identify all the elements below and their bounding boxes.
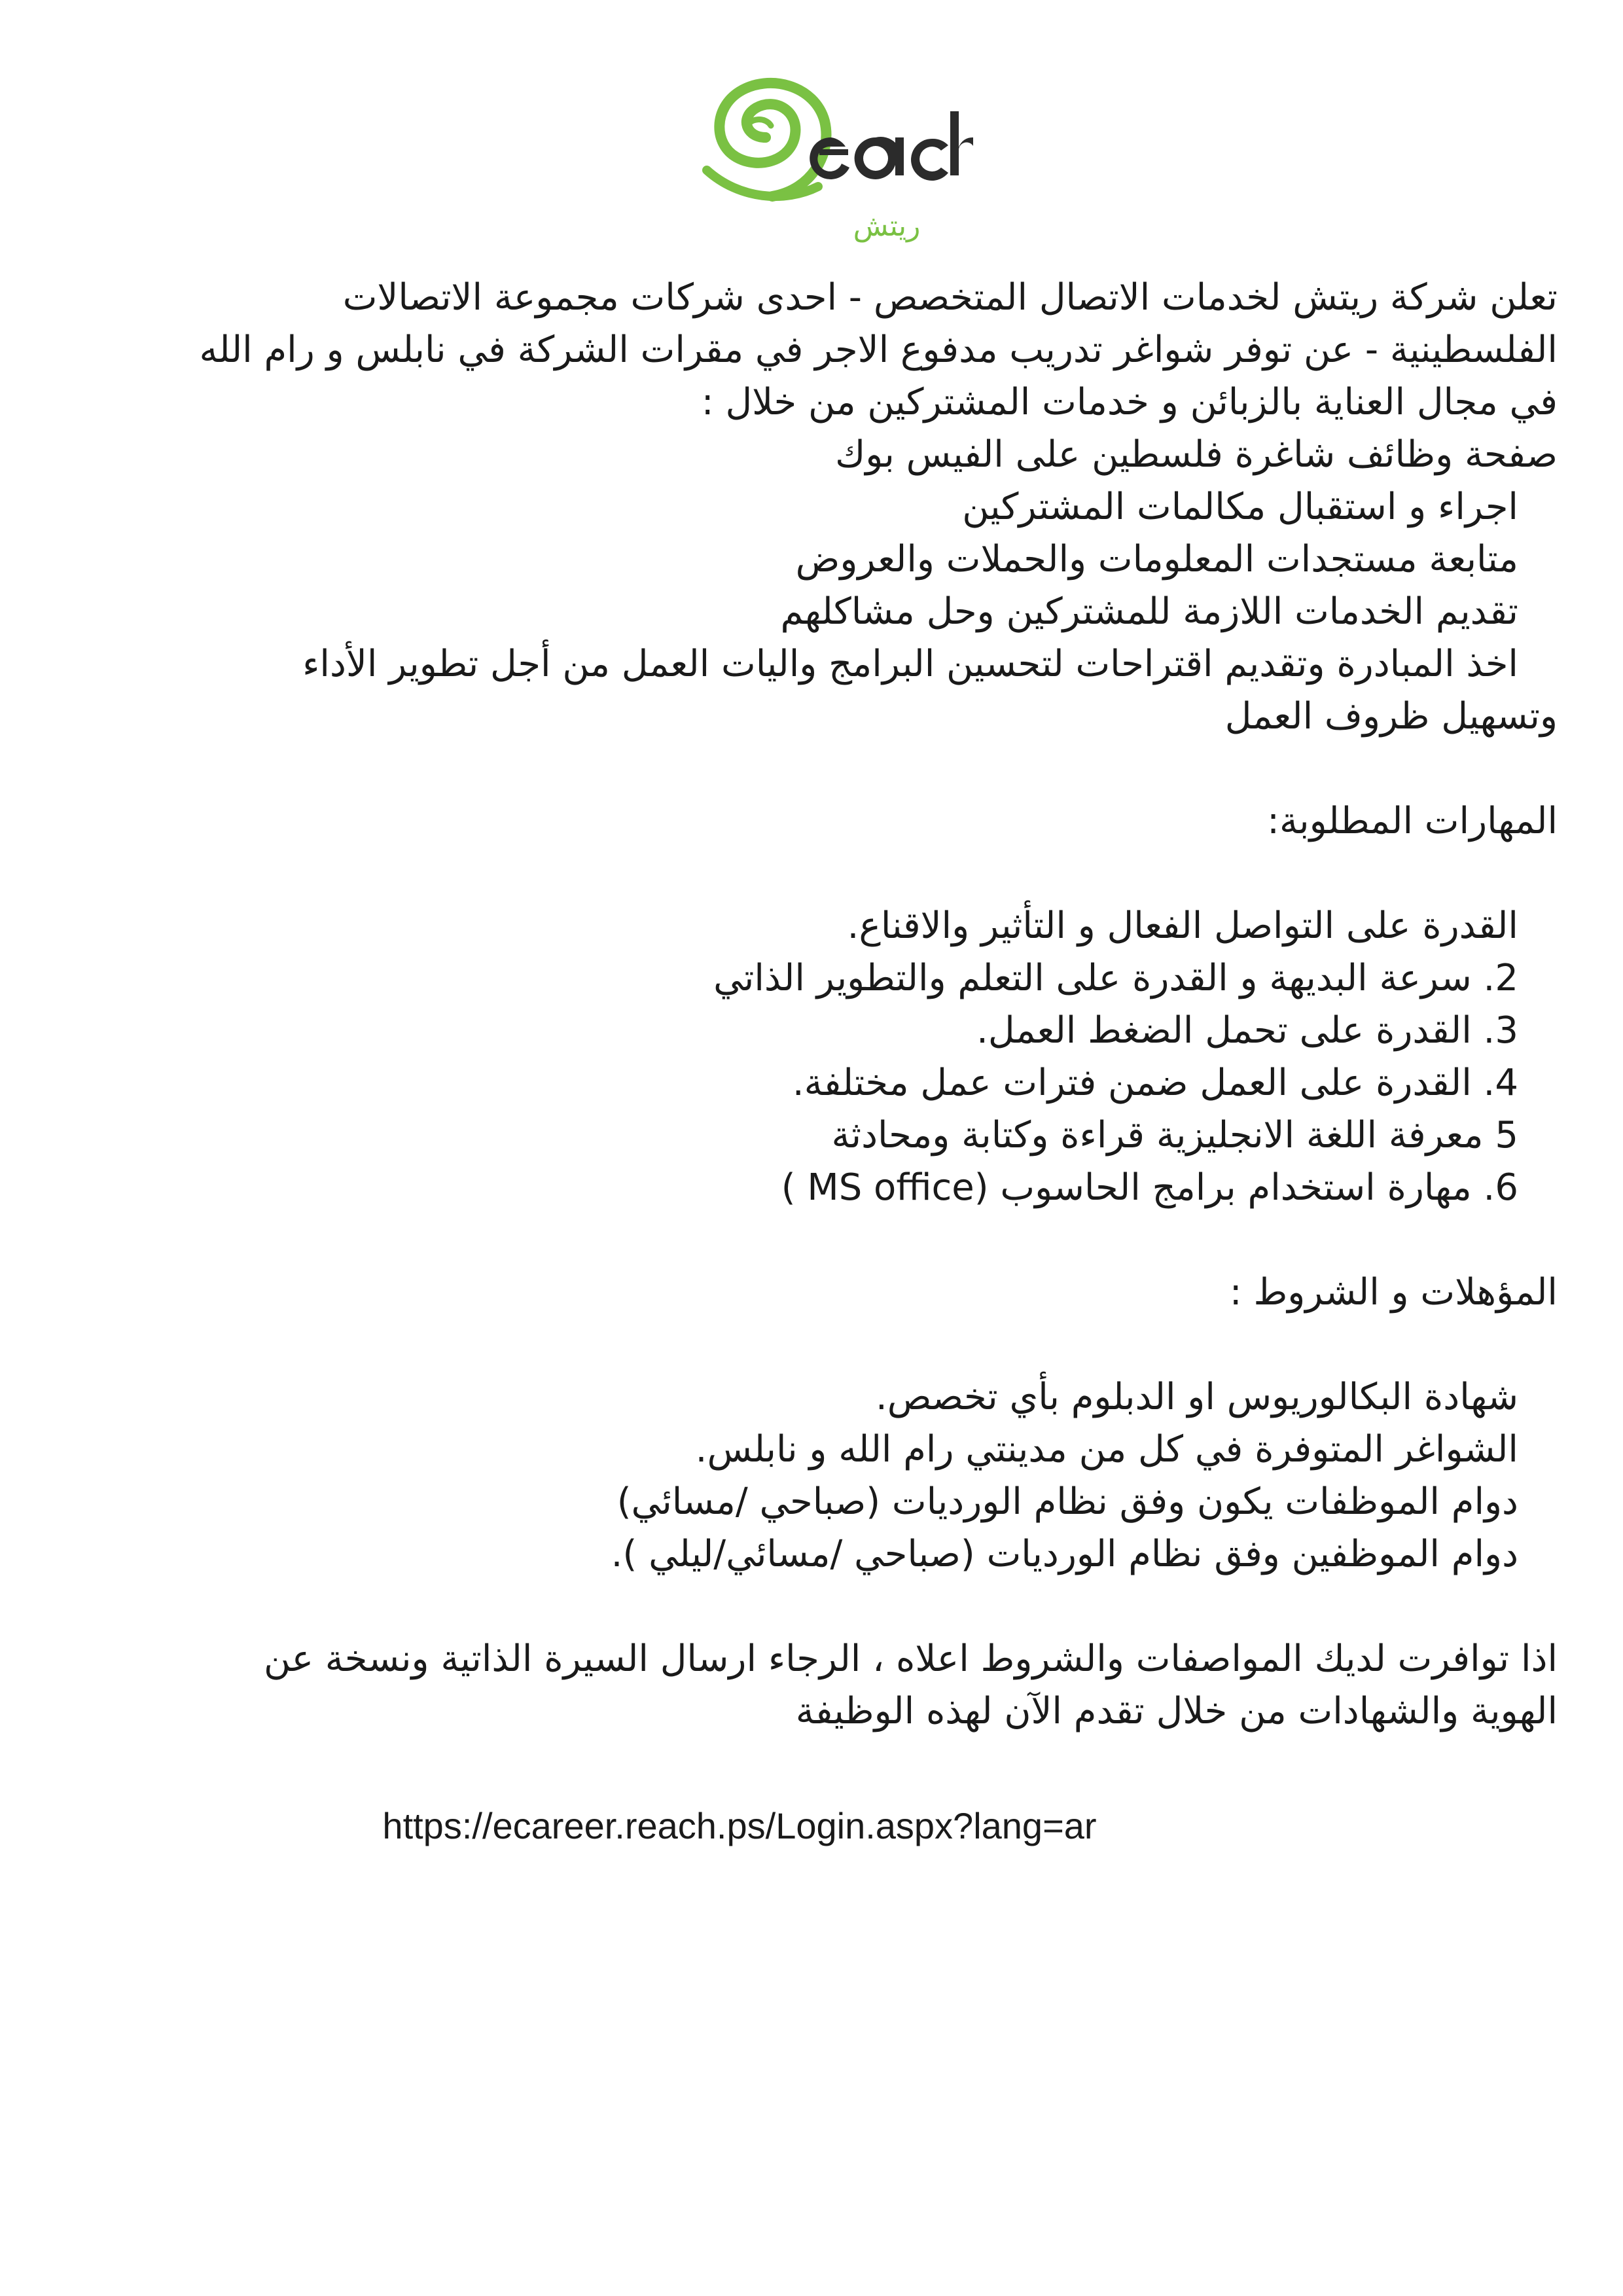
apply-link[interactable]: https://ecareer.reach.ps/Login.aspx?lang=ar	[382, 1805, 1097, 1846]
skill-item: 5 معرفة اللغة الانجليزية قراءة وكتابة ومحادثة	[831, 1114, 1518, 1157]
duty-item: تقديم الخدمات اللازمة للمشتركين وحل مشاكلهم	[780, 590, 1518, 633]
intro-line: صفحة وظائف شاغرة فلسطين على الفيس بوك	[835, 433, 1558, 476]
qualification-item: دوام الموظفين وفق نظام الورديات (صباحي /مسائي/ليلي ).	[611, 1533, 1518, 1575]
closing-line: الهوية والشهادات من خلال تقدم الآن لهذه الوظيفة	[795, 1690, 1558, 1732]
skill-item: 4. القدرة على العمل ضمن فترات عمل مختلفة.	[792, 1062, 1518, 1104]
intro-line: في مجال العناية بالزبائن و خدمات المشتركين من خلال :	[701, 381, 1558, 423]
reach-logo	[668, 39, 975, 255]
skill-item: 3. القدرة على تحمل الضغط العمل.	[976, 1009, 1518, 1052]
intro-line: الفلسطينية - عن توفر شواغر تدريب مدفوع الاجر في مقرات الشركة في نابلس و رام الله	[199, 329, 1558, 371]
duty-item: متابعة مستجدات المعلومات والحملات والعروض	[795, 538, 1518, 581]
qualification-item: شهادة البكالوريوس او الدبلوم بأي تخصص.	[875, 1376, 1518, 1418]
duty-item-continuation: وتسهيل ظروف العمل	[1224, 695, 1558, 738]
closing-line: اذا توافرت لديك المواصفات والشروط اعلاه ، الرجاء ارسال السيرة الذاتية ونسخة عن	[263, 1638, 1558, 1680]
qualification-item: دوام الموظفات يكون وفق نظام الورديات (صباحي /مسائي)	[616, 1480, 1518, 1523]
qualifications-heading: المؤهلات و الشروط :	[1229, 1271, 1558, 1314]
qualification-item: الشواغر المتوفرة في كل من مدينتي رام الله و نابلس.	[695, 1428, 1518, 1471]
skill-item: القدرة على التواصل الفعال و التأثير والاقناع.	[847, 905, 1518, 947]
job-announcement	[46, 272, 1571, 1738]
intro-line: تعلن شركة ريتش لخدمات الاتصال المتخصص - احدى شركات مجموعة الاتصالات	[342, 276, 1558, 319]
duty-item: اخذ المبادرة وتقديم اقتراحات لتحسين البرامج واليات العمل من أجل تطوير الأداء	[302, 643, 1518, 685]
duty-item: اجراء و استقبال مكالمات المشتركين	[962, 486, 1518, 528]
skill-item: 6. مهارة استخدام برامج الحاسوب (MS office )	[781, 1166, 1518, 1209]
logo-arabic-text: ريتش	[853, 209, 921, 243]
skill-item: 2. سرعة البديهة و القدرة على التعلم والتطوير الذاتي	[713, 957, 1518, 999]
reach-logo-icon	[668, 39, 975, 255]
skills-heading: المهارات المطلوبة:	[1267, 800, 1558, 842]
